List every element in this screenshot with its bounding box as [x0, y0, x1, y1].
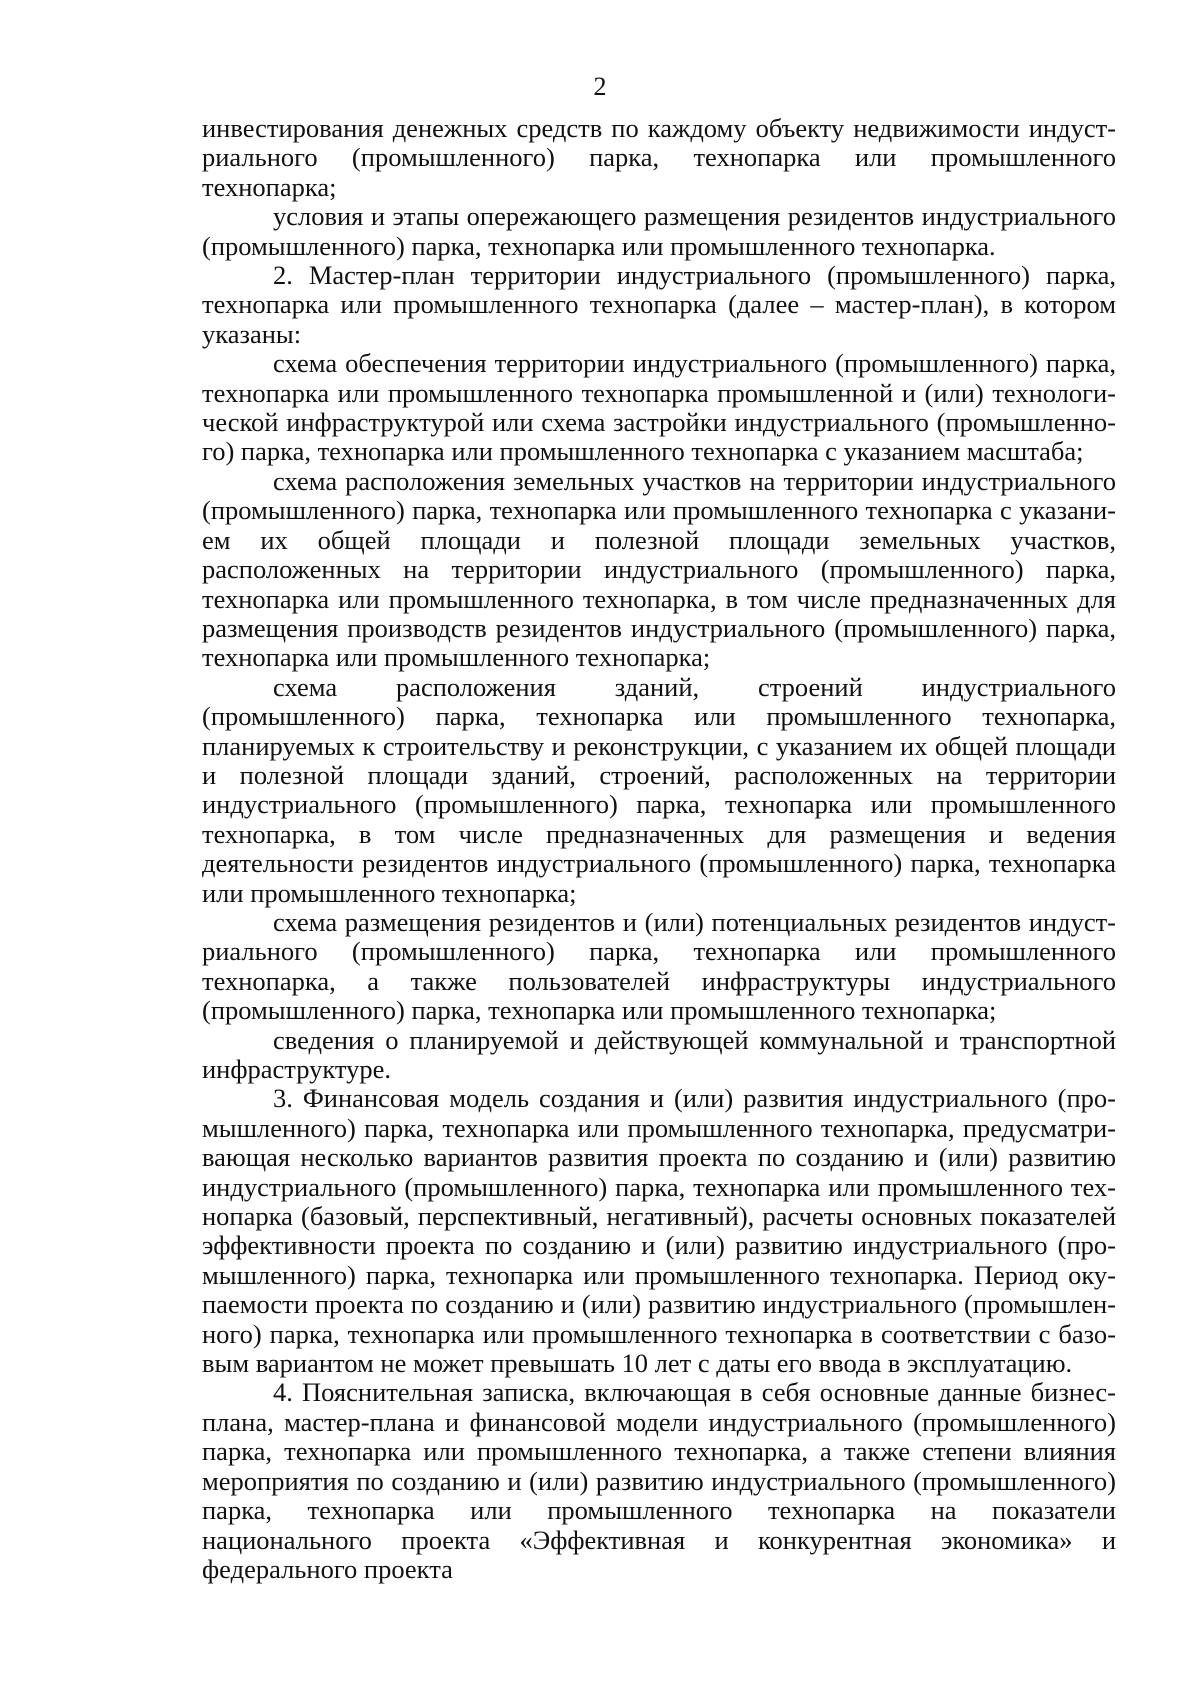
document-body — [202, 114, 1116, 1584]
paragraph: схема расположения земельных участков на территории индустриального (промышленного) парка, технопарка или промышленного технопарка с указанием их общей площади и полезной площади земельных участков, расположенных на территории индустриального (промышленного) парка, технопарка или промышленного технопарка, в том числе предназначенных для размещения производств резидентов индустриального (промышленного) парка, технопарка или промышленного технопарка; — [202, 465, 1116, 673]
page-number: 2 — [593, 72, 607, 101]
paragraph: условия и этапы опережающего размещения резидентов индустриального (промышленного) парка, технопарка или промышленного технопарка. — [202, 201, 1116, 261]
paragraph: 3. Финансовая модель создания и (или) развития индустриального (промышленного) парка, технопарка или промышленного технопарка, предусматривающая несколько вариантов развития проекта по созданию и (или) развитию индустриального (промышленного) парка, технопарка или промышленного технопарка (базовый, перспективный, негативный), расчеты основных показателей эффективности проекта по созданию и (или) развитию индустриального (промышленного) парка, технопарка или промышленного технопарка. Период окупаемости проекта по созданию и (или) развитию индустриального (промышленного) парка, технопарка или промышленного технопарка в соответствии с базовым вариантом не может превышать 10 лет с даты его ввода в эксплуатацию. — [202, 1083, 1116, 1379]
paragraph: схема размещения резидентов и (или) потенциальных резидентов индустриального (промышленного) парка, технопарка или промышленного технопарка, а также пользователей инфраструктуры индустриального (промышленного) парка, технопарка или промышленного технопарка; — [202, 906, 1116, 1026]
paragraph: 2. Мастер-план территории индустриального (промышленного) парка, технопарка или промышленного технопарка (далее – мастер-план), в котором указаны: — [202, 260, 1116, 349]
paragraph: сведения о планируемой и действующей коммунальной и транспортной инфраструктуре. — [202, 1024, 1116, 1084]
paragraph: схема обеспечения территории индустриального (промышленного) парка, технопарка или промышленного технопарка промышленной и (или) технологической инфраструктурой или схема застройки индустриального (промышленного) парка, технопарка или промышленного технопарка с указанием масштаба; — [202, 348, 1116, 467]
paragraph: схема расположения зданий, строений индустриального (промышленного) парка, технопарка или промышленного технопарка, планируемых к строительству и реконструкции, с указанием их общей площади и полезной площади зданий, строений, расположенных на территории индустриального (промышленного) парка, технопарка или промышленного технопарка, в том числе предназначенных для размещения и ведения деятельности резидентов индустриального (промышленного) парка, технопарка или промышленного технопарка; — [202, 671, 1116, 908]
paragraph: 4. Пояснительная записка, включающая в себя основные данные бизнесплана, мастер-плана и финансовой модели индустриального (промышленного) парка, технопарка или промышленного технопарка, а также степени влияния мероприятия по созданию и (или) развитию индустриального (промышленного) парка, технопарка или промышленного технопарка на показатели национального проекта «Эффективная и конкурентная экономика» и федерального проекта — [202, 1377, 1116, 1584]
paragraph: инвестирования денежных средств по каждому объекту недвижимости индустриального (промышленного) парка, технопарка или промышленного технопарка; — [202, 113, 1116, 202]
